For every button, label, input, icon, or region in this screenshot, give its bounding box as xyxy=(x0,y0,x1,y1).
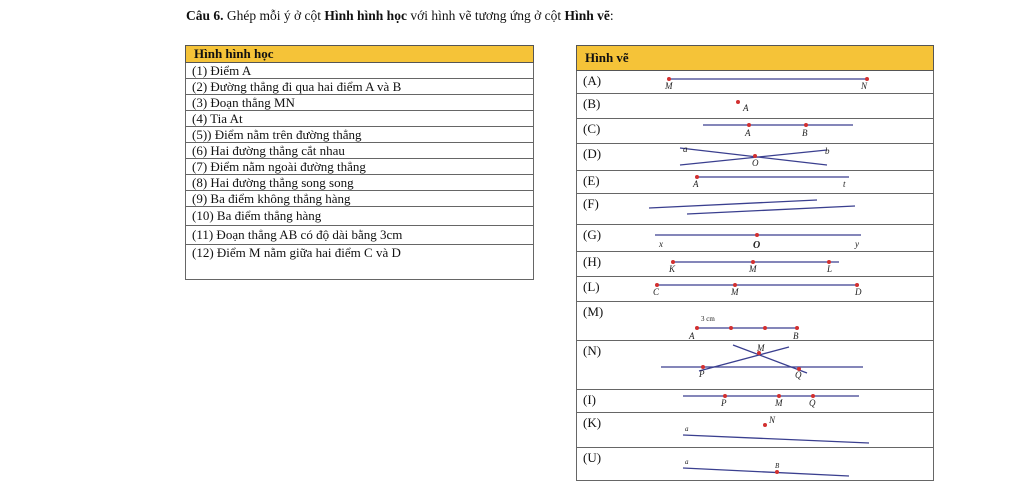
drawing-row xyxy=(577,390,934,413)
point-outside-line-figure xyxy=(577,413,933,447)
question-heading xyxy=(186,8,614,24)
svg-text:x: x xyxy=(659,239,663,249)
svg-text:a: a xyxy=(683,144,688,154)
non-collinear-points-figure xyxy=(577,341,933,389)
svg-text:Q: Q xyxy=(795,370,802,380)
svg-text:a: a xyxy=(685,458,689,466)
row-label: (L) xyxy=(583,279,600,294)
row-label: (U) xyxy=(583,450,602,465)
question-number: Câu 6. xyxy=(186,8,224,23)
drawing-row xyxy=(577,225,934,252)
left-row: (11) Đoạn thẳng AB có độ dài bằng 3cm xyxy=(186,226,534,245)
svg-text:b: b xyxy=(825,146,830,156)
row-label: (I) xyxy=(583,392,596,407)
svg-text:M: M xyxy=(749,264,757,274)
svg-text:Q: Q xyxy=(809,398,816,408)
svg-text:A: A xyxy=(743,103,749,113)
svg-text:B: B xyxy=(775,462,780,470)
svg-text:A: A xyxy=(689,331,695,340)
drawings-table xyxy=(576,45,934,481)
heading-text-3: : xyxy=(609,8,614,23)
drawing-row xyxy=(577,302,934,341)
left-table-header: Hình hình học xyxy=(186,46,534,63)
left-row: (10) Ba điểm thẳng hàng xyxy=(186,207,534,226)
drawing-row xyxy=(577,94,934,119)
row-label: (K) xyxy=(583,415,602,430)
left-row: (5)) Điểm nằm trên đường thẳng xyxy=(186,127,534,143)
drawing-row xyxy=(577,171,934,194)
line-ab-figure xyxy=(577,119,933,143)
right-table-header: Hình vẽ xyxy=(577,46,934,71)
row-label: (E) xyxy=(583,173,600,188)
point-a-figure xyxy=(577,94,933,118)
heading-bold-2: Hình vẽ xyxy=(564,8,610,23)
drawing-row xyxy=(577,413,934,448)
left-row: (7) Điểm nằm ngoài đường thẳng xyxy=(186,159,534,175)
svg-text:A: A xyxy=(745,128,751,138)
row-label: (G) xyxy=(583,227,602,242)
svg-text:O: O xyxy=(752,158,759,168)
segment-mn-figure xyxy=(577,71,933,93)
svg-text:M: M xyxy=(731,287,739,297)
svg-text:a: a xyxy=(685,425,689,433)
left-row: (6) Hai đường thẳng cắt nhau xyxy=(186,143,534,159)
drawing-row xyxy=(577,144,934,171)
svg-text:L: L xyxy=(827,264,833,274)
drawing-row xyxy=(577,277,934,302)
drawing-row xyxy=(577,341,934,390)
drawing-row xyxy=(577,448,934,481)
svg-text:K: K xyxy=(669,264,676,274)
left-row: (4) Tia At xyxy=(186,111,534,127)
svg-text:D: D xyxy=(855,287,862,297)
left-row: (3) Đoạn thẳng MN xyxy=(186,95,534,111)
heading-bold-1: Hình hình học xyxy=(324,8,407,23)
svg-text:A: A xyxy=(693,179,699,189)
row-label: (C) xyxy=(583,121,601,136)
parallel-lines-figure xyxy=(577,194,933,224)
drawing-row xyxy=(577,252,934,277)
row-label: (F) xyxy=(583,196,599,211)
row-label: (M) xyxy=(583,304,604,319)
left-row: (8) Hai đường thẳng song song xyxy=(186,175,534,191)
row-label: (N) xyxy=(583,343,602,358)
ray-ab-figure xyxy=(577,448,933,480)
row-label: (H) xyxy=(583,254,602,269)
row-label: (B) xyxy=(583,96,601,111)
geometry-shapes-table xyxy=(185,45,534,280)
opposite-rays-figure xyxy=(577,225,933,251)
svg-text:O: O xyxy=(753,240,761,251)
svg-text:P: P xyxy=(721,398,727,408)
left-row: (9) Ba điểm không thẳng hàng xyxy=(186,191,534,207)
left-row: (12) Điểm M nằm giữa hai điểm C và D xyxy=(186,245,534,280)
svg-text:M: M xyxy=(775,398,783,408)
m-between-cd-figure xyxy=(577,277,933,301)
intersecting-lines-figure xyxy=(577,144,933,170)
drawing-row xyxy=(577,194,934,225)
svg-text:N: N xyxy=(861,81,868,91)
drawing-row xyxy=(577,71,934,94)
svg-text:t: t xyxy=(843,179,846,189)
left-row: (1) Điểm A xyxy=(186,63,534,79)
ray-at-figure xyxy=(577,171,933,193)
svg-text:M: M xyxy=(757,343,765,353)
svg-text:P: P xyxy=(699,369,705,379)
svg-text:M: M xyxy=(665,81,673,91)
row-label: (D) xyxy=(583,146,602,161)
row-label: (A) xyxy=(583,73,602,88)
svg-text:B: B xyxy=(793,331,799,340)
svg-text:C: C xyxy=(653,287,660,297)
segment-ab-3cm-figure xyxy=(577,302,933,340)
svg-text:N: N xyxy=(769,415,776,425)
svg-text:y: y xyxy=(855,239,859,249)
svg-text:B: B xyxy=(802,128,808,138)
heading-text-2: với hình vẽ tương ứng ở cột xyxy=(406,8,565,23)
point-on-line-figure xyxy=(577,390,933,412)
collinear-klm-figure xyxy=(577,252,933,276)
drawing-row xyxy=(577,119,934,144)
left-row: (2) Đường thẳng đi qua hai điểm A và B xyxy=(186,79,534,95)
heading-text-1: Ghép mỗi ý ở cột xyxy=(223,8,325,23)
svg-text:3 cm: 3 cm xyxy=(701,315,715,323)
